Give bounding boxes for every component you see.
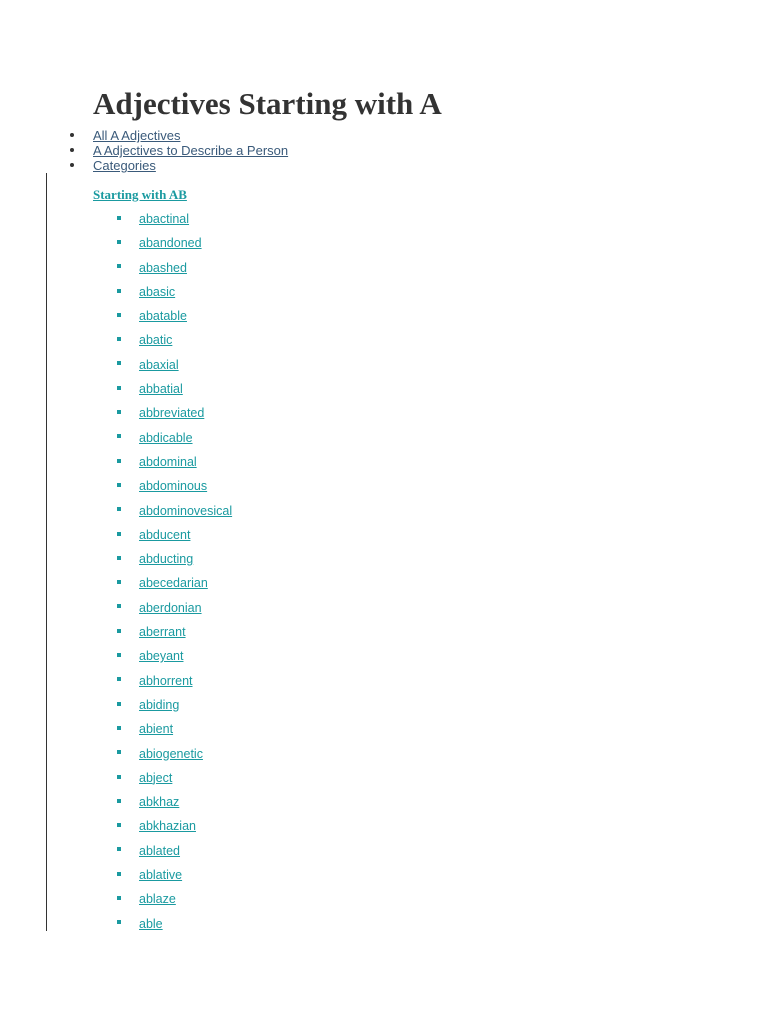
word-list-item <box>0 380 232 404</box>
word-link[interactable] <box>117 915 163 933</box>
square-bullet-icon <box>117 702 121 706</box>
word-label: abhorrent <box>139 673 193 688</box>
word-label: able <box>139 916 163 931</box>
nav-link-categories[interactable]: Categories <box>93 158 156 173</box>
word-link[interactable] <box>117 550 193 568</box>
word-label: abashed <box>139 260 187 275</box>
word-label: abatable <box>139 309 187 324</box>
word-list-item <box>0 720 232 744</box>
word-link[interactable] <box>117 502 232 520</box>
word-link[interactable] <box>117 793 179 811</box>
word-list-item <box>0 915 232 939</box>
square-bullet-icon <box>117 726 121 730</box>
word-list-item <box>0 477 232 501</box>
square-bullet-icon <box>117 847 121 851</box>
square-bullet-icon <box>117 556 121 560</box>
word-list-item <box>0 453 232 477</box>
word-label: abeyant <box>139 649 184 664</box>
page-title: Adjectives Starting with A <box>93 86 442 121</box>
word-link[interactable] <box>117 842 180 860</box>
nav-link-describe-a-person[interactable]: A Adjectives to Describe a Person <box>93 143 289 158</box>
word-link[interactable] <box>117 404 204 422</box>
word-list-item <box>0 817 232 841</box>
disc-bullet-icon <box>70 163 74 167</box>
word-label: abdominovesical <box>139 503 233 518</box>
word-link[interactable] <box>117 599 202 617</box>
word-label: abbatial <box>139 382 183 397</box>
word-label: abatic <box>139 333 173 348</box>
word-link[interactable] <box>117 745 203 763</box>
square-bullet-icon <box>117 361 121 365</box>
square-bullet-icon <box>117 410 121 414</box>
nav-item <box>0 128 288 143</box>
word-list-item <box>0 331 232 355</box>
section-heading-link[interactable]: Starting with AB <box>93 187 187 202</box>
word-label: abducent <box>139 527 191 542</box>
word-list-item <box>0 793 232 817</box>
word-link[interactable] <box>117 672 193 690</box>
word-link[interactable] <box>117 526 190 544</box>
word-label: abactinal <box>139 212 190 226</box>
square-bullet-icon <box>117 459 121 463</box>
word-list-item <box>0 769 232 793</box>
word-list-item <box>0 526 232 550</box>
word-list-item <box>0 307 232 331</box>
word-list-item <box>0 745 232 769</box>
word-link[interactable] <box>117 234 202 252</box>
disc-bullet-icon <box>70 148 74 152</box>
word-label: abasic <box>139 284 176 299</box>
word-link[interactable] <box>117 890 176 908</box>
square-bullet-icon <box>117 289 121 293</box>
word-label: abject <box>139 770 173 785</box>
word-list-item <box>0 696 232 720</box>
square-bullet-icon <box>117 386 121 390</box>
square-bullet-icon <box>117 653 121 657</box>
word-label: abaxial <box>139 357 179 372</box>
word-list-item <box>0 234 232 258</box>
word-label: abdicable <box>139 430 193 445</box>
square-bullet-icon <box>117 775 121 779</box>
word-link[interactable] <box>117 259 187 277</box>
square-bullet-icon <box>117 483 121 487</box>
word-label: abkhaz <box>139 795 180 810</box>
word-link[interactable] <box>117 307 187 325</box>
nav-item <box>0 158 288 173</box>
square-bullet-icon <box>117 872 121 876</box>
word-link[interactable] <box>117 283 175 301</box>
word-link[interactable] <box>117 647 183 665</box>
word-list-item <box>0 283 232 307</box>
word-label: aberdonian <box>139 600 202 615</box>
word-label: abkhazian <box>139 819 196 834</box>
word-label: abbreviated <box>139 406 205 421</box>
square-bullet-icon <box>117 823 121 827</box>
word-list-item <box>0 866 232 890</box>
word-label: ablated <box>139 843 181 858</box>
square-bullet-icon <box>117 750 121 754</box>
word-list-item <box>0 502 232 526</box>
square-bullet-icon <box>117 264 121 268</box>
nav-list <box>0 128 288 173</box>
word-label: abandoned <box>139 236 202 251</box>
word-list-item <box>0 574 232 598</box>
word-link[interactable] <box>117 429 193 447</box>
disc-bullet-icon <box>70 133 74 137</box>
square-bullet-icon <box>117 580 121 584</box>
word-list <box>0 210 232 939</box>
word-label: aberrant <box>139 625 186 640</box>
nav-item <box>0 143 288 158</box>
word-label: abducting <box>139 552 194 567</box>
word-link[interactable] <box>117 866 182 884</box>
word-label: abiding <box>139 697 180 712</box>
square-bullet-icon <box>117 216 121 220</box>
word-list-item <box>0 210 232 234</box>
word-list-item <box>0 647 232 671</box>
square-bullet-icon <box>117 896 121 900</box>
word-link[interactable] <box>117 331 172 349</box>
word-label: ablaze <box>139 892 176 907</box>
word-label: abient <box>139 722 174 737</box>
square-bullet-icon <box>117 337 121 341</box>
word-link[interactable] <box>117 817 196 835</box>
square-bullet-icon <box>117 677 121 681</box>
word-list-item <box>0 429 232 453</box>
square-bullet-icon <box>117 799 121 803</box>
word-list-item <box>0 404 232 428</box>
word-label: abiogenetic <box>139 746 203 761</box>
word-link[interactable] <box>117 769 172 787</box>
word-list-item <box>0 356 232 380</box>
word-link[interactable] <box>117 696 179 714</box>
word-link[interactable] <box>117 453 197 471</box>
word-link[interactable] <box>117 574 208 592</box>
word-label: ablative <box>139 868 183 883</box>
word-list-item <box>0 623 232 647</box>
word-link[interactable] <box>117 380 183 398</box>
square-bullet-icon <box>117 920 121 924</box>
word-list-item <box>0 550 232 574</box>
word-link[interactable] <box>117 356 179 374</box>
nav-link-all-a-adjectives[interactable]: All A Adjectives <box>93 128 181 143</box>
word-label: abdominal <box>139 454 197 469</box>
word-list-item <box>0 259 232 283</box>
square-bullet-icon <box>117 240 121 244</box>
square-bullet-icon <box>117 434 121 438</box>
word-list-item <box>0 842 232 866</box>
word-list-item <box>0 672 232 696</box>
word-link[interactable] <box>117 720 173 738</box>
word-label: abdominous <box>139 479 208 494</box>
square-bullet-icon <box>117 313 121 317</box>
word-link[interactable] <box>117 210 189 228</box>
square-bullet-icon <box>117 532 121 536</box>
square-bullet-icon <box>117 629 121 633</box>
word-link[interactable] <box>117 477 207 495</box>
word-link[interactable] <box>117 623 186 641</box>
word-list-item <box>0 890 232 914</box>
square-bullet-icon <box>117 604 121 608</box>
word-label: abecedarian <box>139 576 208 591</box>
word-list-item <box>0 599 232 623</box>
square-bullet-icon <box>117 507 121 511</box>
